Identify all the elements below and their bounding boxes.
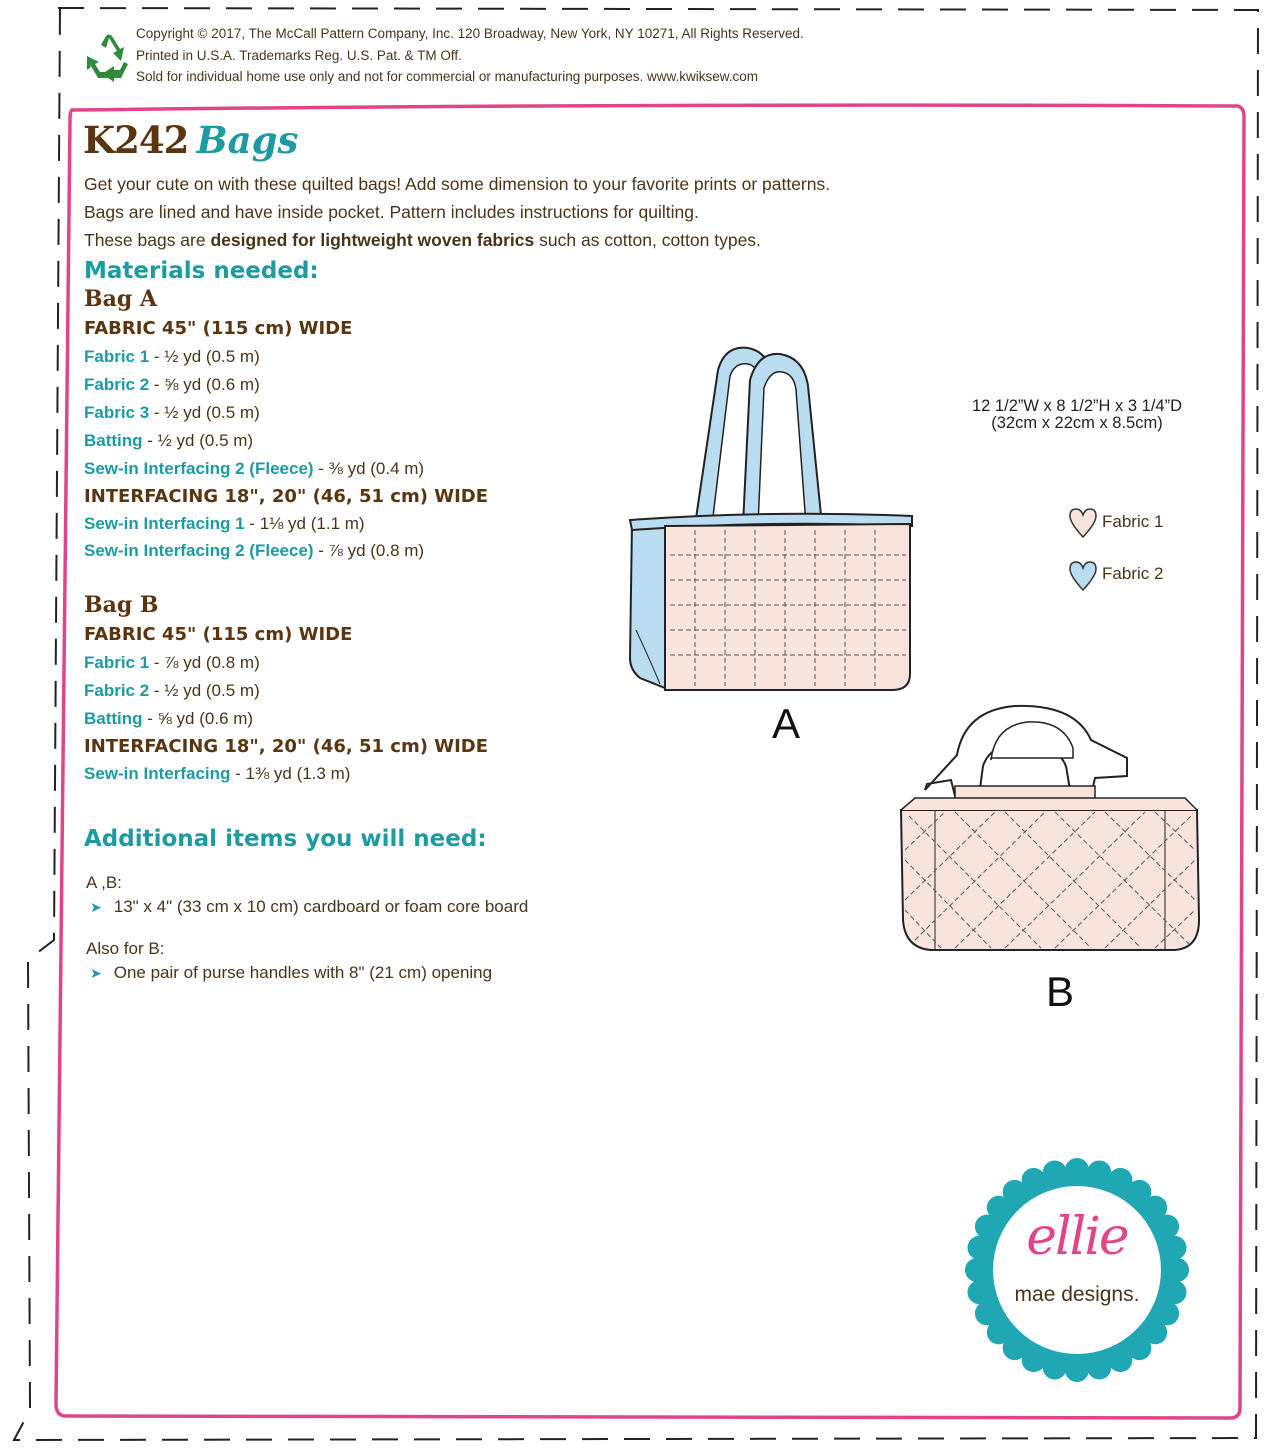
additional-item-text: One pair of purse handles with 8" (21 cm) opening (113, 963, 493, 982)
legend-fabric-2: Fabric 2 (1102, 564, 1164, 583)
item-label: Fabric 2 (84, 681, 150, 700)
dimensions-imperial: 12 1/2”W x 8 1/2”H x 3 1/4”D (972, 397, 1182, 415)
additional-group-1-item (90, 897, 528, 917)
bag-a-item-fabric-2 (84, 375, 260, 395)
item-value: - ½ yd (0.5 m) (149, 347, 260, 366)
logo-scalloped-badge (962, 1155, 1192, 1385)
item-label: Fabric 2 (84, 375, 150, 394)
additional-group-1-label: A ,B: (86, 873, 122, 892)
intro-line-3-suffix: such as cotton, cotton types. (534, 230, 761, 250)
item-label: Batting (84, 709, 143, 728)
arrow-bullet-icon: ➤ (90, 965, 102, 981)
item-value: - 1⅜ yd (1.3 m) (230, 764, 351, 783)
copyright-block (136, 23, 804, 88)
bag-b-item-batting (84, 709, 253, 729)
intro-text (84, 170, 830, 254)
bag-dimensions (952, 398, 1202, 432)
copyright-line-2: Printed in U.S.A. Trademarks Reg. U.S. Pat. & TM Off. (136, 47, 462, 63)
bag-b-interfacing-heading: INTERFACING 18", 20" (46, 51 cm) WIDE (84, 736, 488, 757)
item-value: - ⅜ yd (0.4 m) (313, 459, 425, 478)
item-label: Sew-in Interfacing (84, 764, 231, 783)
legend-fabric-1: Fabric 1 (1102, 512, 1164, 531)
item-value: - ⅞ yd (0.8 m) (149, 653, 260, 672)
logo-brand-text: mae designs. (1014, 1283, 1140, 1306)
bag-a-item-fabric-3 (84, 403, 260, 423)
additional-group-2-label: Also for B: (86, 939, 165, 958)
item-label: Sew-in Interfacing 2 (Fleece) (84, 459, 314, 478)
bag-b-item-interfacing (84, 764, 350, 784)
intro-line-3-prefix: These bags are (84, 230, 211, 250)
bag-a-interfacing-heading: INTERFACING 18", 20" (46, 51 cm) WIDE (84, 486, 488, 507)
item-label: Sew-in Interfacing 1 (84, 514, 245, 533)
item-value: - ½ yd (0.5 m) (149, 403, 260, 422)
bag-a-illustration (620, 340, 920, 700)
bag-b-item-fabric-1 (84, 653, 260, 673)
bag-b-illustration (895, 700, 1205, 970)
bag-a-item-fleece (84, 459, 424, 479)
item-label: Batting (84, 431, 143, 450)
dimensions-metric: (32cm x 22cm x 8.5cm) (991, 414, 1163, 432)
copyright-line-3: Sold for individual home use only and not for commercial or manufacturing purposes. www.kwiksew.com (136, 69, 759, 84)
heart-fabric-2-icon (1068, 560, 1098, 592)
item-label: Sew-in Interfacing 2 (Fleece) (84, 541, 314, 560)
intro-line-3-bold: designed for lightweight woven fabrics (210, 230, 535, 250)
recycle-icon (84, 34, 134, 84)
item-label: Fabric 1 (84, 653, 150, 672)
bag-a-item-interfacing-1 (84, 514, 365, 534)
additional-group-2-item (90, 963, 492, 983)
additional-item-text: 13" x 4" (33 cm x 10 cm) cardboard or foam core board (113, 897, 529, 916)
ellie-mae-designs-logo (962, 1155, 1192, 1385)
page-title (83, 118, 298, 162)
materials-heading: Materials needed: (84, 258, 319, 284)
arrow-bullet-icon: ➤ (90, 899, 102, 915)
bag-a-item-fabric-1 (84, 347, 260, 367)
bag-a-item-interfacing-2 (84, 541, 424, 561)
intro-line-2: Bags are lined and have inside pocket. Pattern includes instructions for quilting. (84, 202, 699, 222)
pattern-code: K242 (83, 118, 189, 162)
view-a-label: A (772, 700, 801, 747)
intro-line-3 (84, 226, 830, 254)
bag-a-fabric-heading: FABRIC 45" (115 cm) WIDE (84, 318, 353, 339)
item-value: - ⅝ yd (0.6 m) (142, 709, 254, 728)
additional-heading: Additional items you will need: (84, 826, 487, 852)
pattern-name: Bags (196, 118, 299, 162)
item-value: - ⅝ yd (0.6 m) (149, 375, 260, 394)
heart-fabric-1-icon (1068, 507, 1098, 539)
copyright-line-1: Copyright © 2017, The McCall Pattern Company, Inc. 120 Broadway, New York, NY 10271, All Rights Reserved. (136, 26, 804, 41)
bag-b-item-fabric-2 (84, 681, 260, 701)
logo-script-text: ellie (1026, 1207, 1128, 1267)
bag-a-item-batting (84, 431, 253, 451)
bag-a-heading: Bag A (84, 286, 157, 312)
bag-b-fabric-heading: FABRIC 45" (115 cm) WIDE (84, 624, 353, 645)
item-label: Fabric 1 (84, 347, 150, 366)
item-value: - ⅞ yd (0.8 m) (313, 541, 425, 560)
intro-line-1: Get your cute on with these quilted bags! Add some dimension to your favorite prints or patterns. (84, 174, 831, 194)
item-value: - 1⅛ yd (1.1 m) (244, 514, 365, 533)
item-label: Fabric 3 (84, 403, 150, 422)
view-b-label: B (1046, 968, 1075, 1015)
item-value: - ½ yd (0.5 m) (142, 431, 254, 450)
item-value: - ½ yd (0.5 m) (149, 681, 260, 700)
bag-b-heading: Bag B (84, 592, 159, 618)
